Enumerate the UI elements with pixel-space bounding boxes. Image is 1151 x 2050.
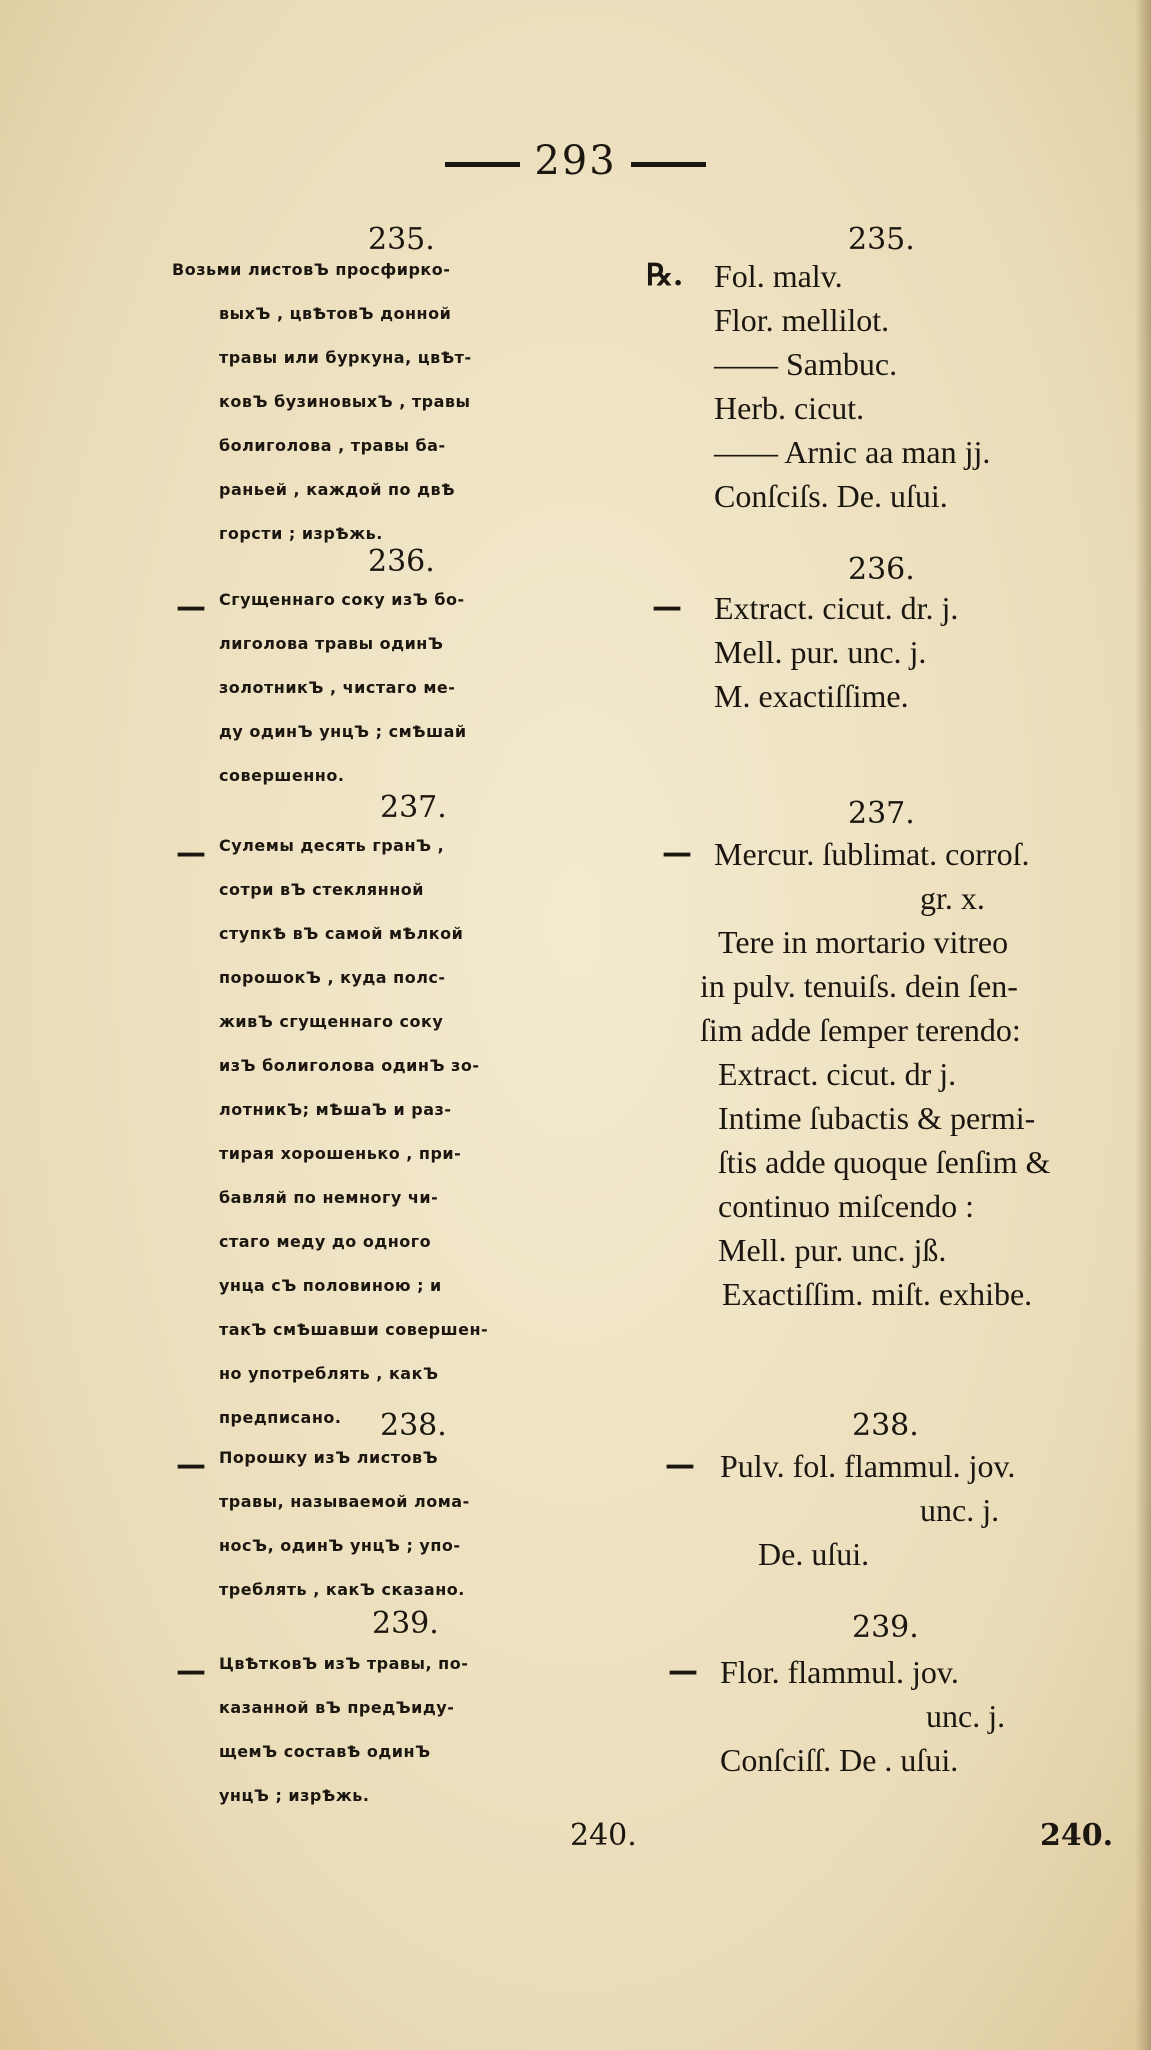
dash-mark: — [662,836,692,871]
left-text-line: такЪ смѢшавши совершен- [219,1320,489,1339]
left-text-line: стаго меду до одного [219,1232,432,1251]
left-text-line: раньей , каждой по двѢ [219,480,456,499]
right-text-line: Extract. cicut. dr. j. [714,590,959,626]
right-text-line: M. exactiſſime. [714,678,909,714]
right-entry-number: 239. [852,1610,919,1645]
left-text-line: ЦвѢтковЪ изЪ травы, по- [219,1654,469,1673]
dash-mark: — [668,1654,698,1689]
right-text-line: Flor. mellilot. [714,302,890,338]
page-number: 293 [534,138,617,184]
dash-mark: — [176,1654,206,1689]
left-entry-number: 235. [368,222,435,257]
right-entry-number: 235. [848,222,915,257]
right-text-line: unc. j. [926,1698,1006,1734]
right-text-line: Extract. cicut. dr j. [718,1056,957,1092]
right-text-line: Fol. malv. [714,258,843,294]
right-text-line: Intime ſubactis & permi- [718,1100,1036,1136]
left-entry-number: 238. [380,1408,447,1443]
left-entry-number: 239. [372,1606,439,1641]
left-text-line: унцЪ ; изрѢжь. [219,1786,370,1805]
running-head [0,138,1151,184]
left-text-line: Возьми листовЪ просфирко- [172,260,451,279]
left-text-line: ду одинЪ унцЪ ; смѢшай [219,722,467,741]
left-text-line: выхЪ , цвѢтовЪ донной [219,304,452,323]
right-text-line: —— Sambuc. [714,346,898,382]
left-text-line: но употреблять , какЪ [219,1364,439,1383]
left-text-line: бавляй по немногу чи- [219,1188,439,1207]
right-text-line: Mercur. ſublimat. corroſ. [714,836,1030,872]
dash-mark: — [176,1448,206,1483]
left-text-line: Порошку изЪ листовЪ [219,1448,439,1467]
right-text-line: Exactiſſim. miſt. exhibe. [722,1276,1033,1312]
left-text-line: лиголова травы одинЪ [219,634,444,653]
dash-mark: — [176,836,206,871]
left-entry-number: 237. [380,790,447,825]
left-entry-number: 236. [368,544,435,579]
left-text-line: носЪ, одинЪ унцЪ ; упо- [219,1536,461,1555]
left-text-line: предписано. [219,1408,342,1427]
left-catchword: 240. [570,1818,637,1853]
left-text-line: живЪ сгущеннаго соку [219,1012,444,1031]
left-text-line: унца сЪ половиною ; и [219,1276,442,1295]
right-catchword: 240. [1040,1818,1114,1853]
dash-mark: — [652,590,682,625]
left-text-line: изЪ болиголова одинЪ зо- [219,1056,480,1075]
right-text-line: De. uſui. [758,1536,870,1572]
right-text-line: Pulv. fol. flammul. jov. [720,1448,1016,1484]
left-text-line: щемЪ составѢ одинЪ [219,1742,431,1761]
right-text-line: —— Arnic aa man jj. [714,434,991,470]
right-entry-number: 237. [848,796,915,831]
right-text-line: gr. x. [920,880,985,916]
head-rule-right [631,162,706,167]
right-text-line: Mell. pur. unc. jß. [718,1232,947,1268]
right-text-line: Herb. cicut. [714,390,865,426]
right-text-line: Conſciſſ. De . uſui. [720,1742,959,1778]
left-text-line: золотникЪ , чистаго ме- [219,678,456,697]
left-text-line: лотникЪ; мѢшаЪ и раз- [219,1100,452,1119]
right-text-line: Tere in mortario vitreo [718,924,1009,960]
left-text-line: сотри вЪ стеклянной [219,880,424,899]
left-text-line: совершенно. [219,766,345,785]
left-text-line: тирая хорошенько , при- [219,1144,462,1163]
page-edge-shadow [1135,0,1151,2050]
head-rule-left [445,162,520,167]
right-entry-number: 238. [852,1408,919,1443]
dash-mark: — [176,590,206,625]
left-text-line: Сгущеннаго соку изЪ бо- [219,590,465,609]
left-text-line: болиголова , травы ба- [219,436,446,455]
right-text-line: ſim adde ſemper terendo: [700,1012,1021,1048]
right-text-line: unc. j. [920,1492,1000,1528]
right-text-line: Conſciſs. De. uſui. [714,478,948,514]
right-text-line: Mell. pur. unc. j. [714,634,927,670]
right-text-line: ſtis adde quoque ſenſim & [718,1144,1051,1180]
left-text-line: Сулемы десять гранЪ , [219,836,445,855]
left-text-line: горсти ; изрѢжь. [219,524,383,543]
left-text-line: ступкѢ вЪ самой мѢлкой [219,924,464,943]
left-text-line: травы или буркуна, цвѢт- [219,348,472,367]
left-text-line: ковЪ бузиновыхЪ , травы [219,392,471,411]
right-text-line: continuo miſcendo : [718,1188,974,1224]
left-text-line: травы, называемой лома- [219,1492,470,1511]
left-text-line: казанной вЪ предЪиду- [219,1698,455,1717]
recipe-mark: ℞. [646,258,684,293]
left-text-line: порошокЪ , куда полс- [219,968,446,987]
right-entry-number: 236. [848,552,915,587]
left-text-line: треблять , какЪ сказано. [219,1580,465,1599]
right-text-line: in pulv. tenuiſs. dein ſen- [700,968,1018,1004]
right-text-line: Flor. flammul. jov. [720,1654,959,1690]
dash-mark: — [665,1448,695,1483]
